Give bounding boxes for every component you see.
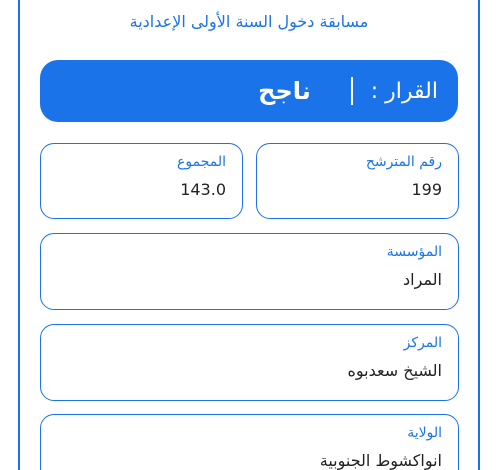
state-label: الولاية	[407, 425, 442, 441]
candidate-number-label: رقم المترشح	[365, 154, 442, 170]
state-value: انواكشوط الجنوبية	[319, 451, 442, 470]
total-card	[40, 143, 243, 219]
center-value: الشيخ سعدبوه	[347, 361, 442, 380]
total-label: المجموع	[177, 154, 226, 170]
page-subtitle: مسابقة دخول السنة الأولى الإعدادية	[129, 12, 369, 31]
page-border-right	[478, 0, 480, 470]
candidate-number-card	[256, 143, 459, 219]
candidate-number-value: 199	[411, 180, 442, 199]
decision-banner	[40, 60, 458, 122]
decision-separator	[351, 77, 353, 105]
institution-value: المراد	[403, 270, 442, 289]
total-value: 143.0	[180, 180, 226, 199]
institution-card	[40, 233, 459, 310]
center-card	[40, 324, 459, 401]
decision-value: ناجح	[258, 77, 311, 105]
institution-label: المؤسسة	[386, 244, 442, 260]
center-label: المركز	[403, 335, 442, 351]
page-border-left	[18, 0, 20, 470]
decision-label: القرار :	[370, 78, 438, 104]
state-card	[40, 414, 459, 470]
